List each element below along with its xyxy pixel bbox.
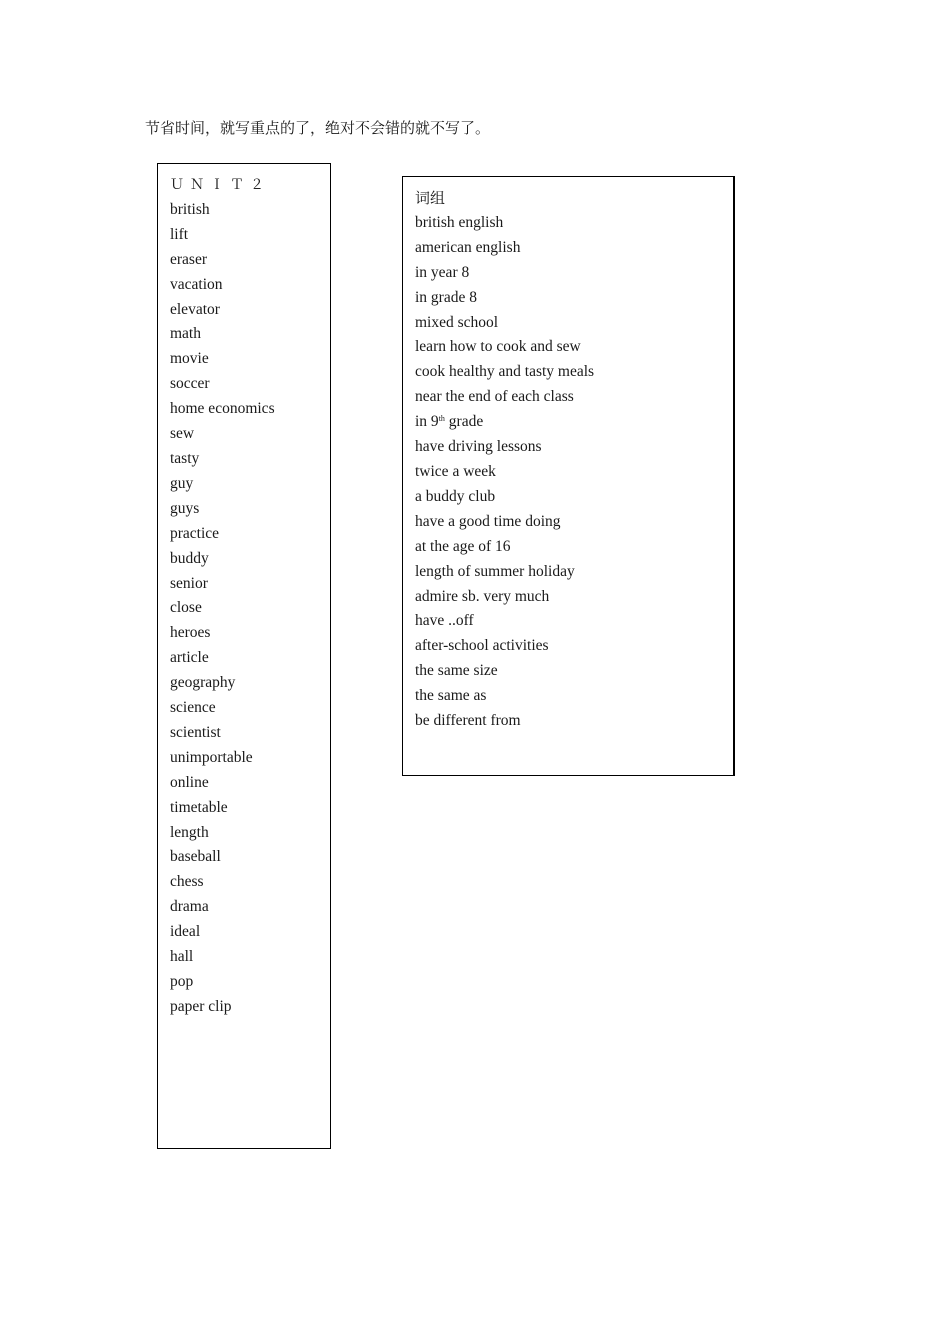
phrase-item: length of summer holiday	[415, 562, 575, 580]
phrase-item	[415, 410, 733, 435]
phrase-item: cook healthy and tasty meals	[415, 363, 595, 381]
page-note: 节省时间，就写重点的了，绝对不会错的就不写了。	[145, 119, 491, 137]
vocab-word: movie	[170, 350, 209, 368]
vocab-word: british	[170, 200, 210, 218]
vocab-word: vacation	[170, 275, 223, 293]
phrase-item: a buddy club	[415, 487, 496, 505]
phrases-list	[415, 211, 733, 734]
phrase-item: learn how to cook and sew	[415, 338, 581, 356]
vocab-word: buddy	[170, 549, 209, 567]
vocab-word: scientist	[170, 723, 221, 741]
ordinal-suffix: th	[438, 414, 445, 424]
phrase-item: in year 8	[415, 263, 470, 281]
phrase-text: in 9	[415, 413, 439, 431]
vocab-word: heroes	[170, 624, 211, 642]
vocab-word: online	[170, 773, 209, 791]
vocab-word: eraser	[170, 250, 207, 268]
vocab-word: guy	[170, 474, 194, 492]
phrase-text: grade	[444, 413, 484, 431]
vocab-word: chess	[170, 873, 204, 891]
vocab-word: soccer	[170, 375, 210, 393]
vocabulary-box	[157, 163, 331, 1149]
vocab-word: practice	[170, 524, 220, 542]
vocab-word: drama	[170, 898, 209, 916]
vocab-word: baseball	[170, 848, 221, 866]
vocab-word: ideal	[170, 923, 201, 941]
phrase-item: the same as	[415, 687, 487, 705]
vocab-word: unimportable	[170, 748, 253, 766]
phrase-item: be different from	[415, 712, 521, 730]
phrase-item: have driving lessons	[415, 438, 542, 456]
phrase-item: admire sb. very much	[415, 587, 550, 605]
vocab-word: close	[170, 599, 202, 617]
phrase-item: near the end of each class	[415, 388, 574, 406]
phrase-item: the same size	[415, 662, 498, 680]
phrase-item: have a good time doing	[415, 512, 561, 530]
vocab-word: tasty	[170, 449, 200, 467]
vocabulary-title: ＵＮＩＴ２	[170, 177, 270, 193]
vocab-word: sew	[170, 425, 195, 443]
vocab-word: science	[170, 699, 216, 717]
vocab-word: paper clip	[170, 997, 232, 1015]
vocabulary-list	[170, 198, 330, 1020]
phrases-title: 词组	[415, 189, 446, 207]
phrase-item: twice a week	[415, 462, 496, 480]
vocab-word: length	[170, 823, 209, 841]
vocab-word: pop	[170, 973, 194, 990]
phrase-item: have ..off	[415, 612, 474, 630]
vocab-word: home economics	[170, 400, 275, 418]
vocab-word: article	[170, 649, 209, 667]
phrase-item: after-school activities	[415, 637, 549, 655]
phrases-box	[402, 176, 735, 776]
phrase-item: mixed school	[415, 313, 499, 331]
vocab-word: elevator	[170, 300, 220, 318]
vocab-word: geography	[170, 674, 236, 692]
vocab-word: math	[170, 325, 201, 343]
vocab-word: guys	[170, 499, 200, 517]
phrase-item: in grade 8	[415, 288, 477, 306]
vocab-word: timetable	[170, 798, 228, 816]
phrase-item: british english	[415, 213, 504, 231]
vocab-word: senior	[170, 574, 208, 592]
vocab-word: hall	[170, 948, 194, 966]
phrase-item: american english	[415, 238, 521, 256]
phrase-item: at the age of 16	[415, 537, 511, 555]
vocab-word: lift	[170, 225, 189, 243]
